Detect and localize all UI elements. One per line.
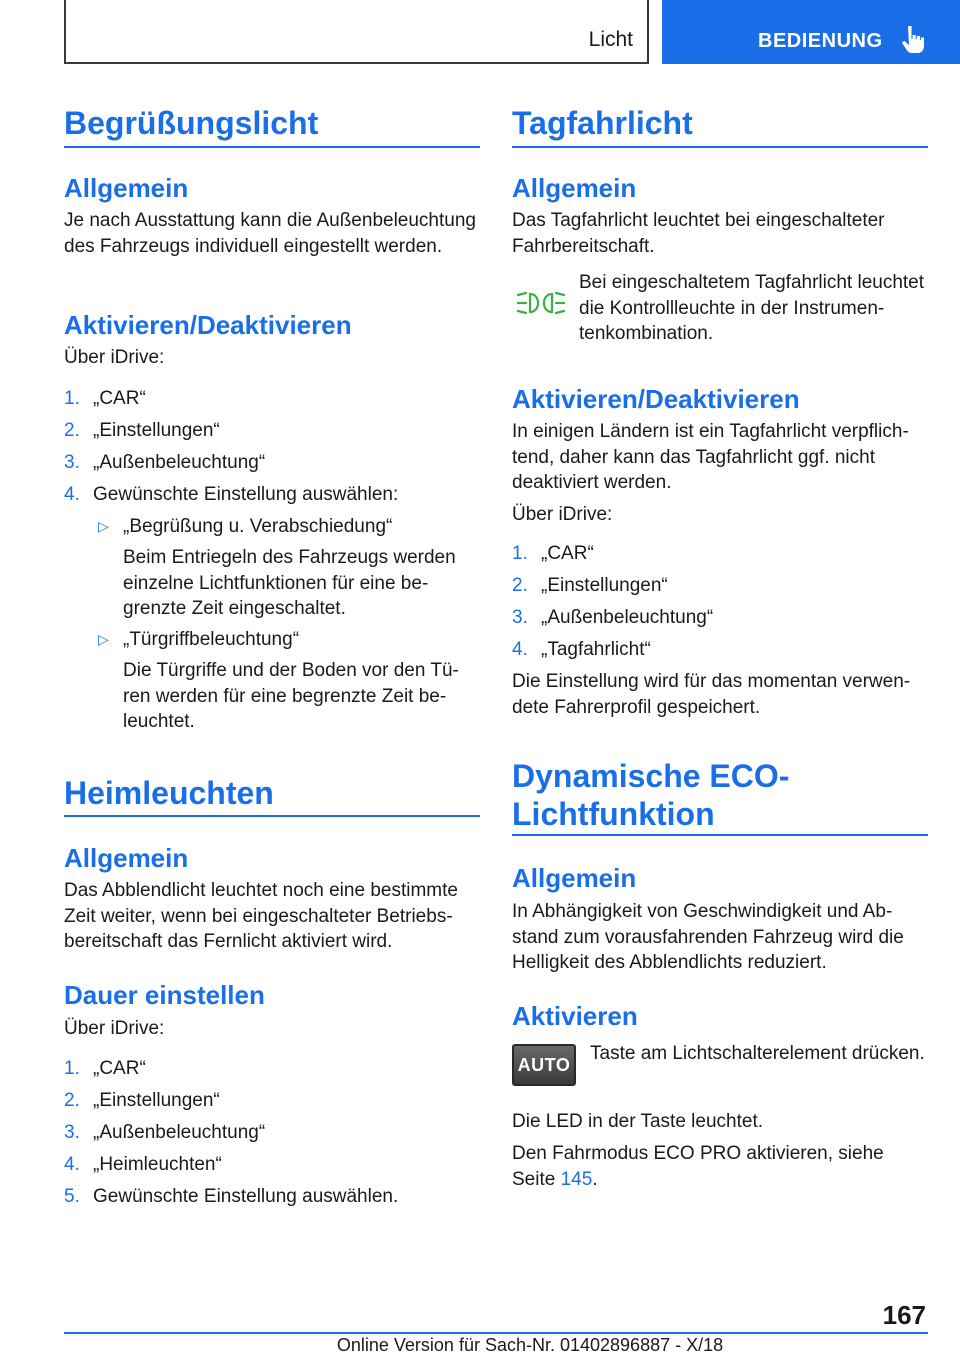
list-number: 2. bbox=[512, 575, 528, 596]
header-section-box bbox=[64, 0, 649, 64]
heading-rule bbox=[512, 146, 928, 148]
sub-item-title: „Türgriffbeleuchtung“ bbox=[123, 629, 300, 650]
paragraph: Bei eingeschaltetem Tagfahrlicht leuchtet die Kontrollleuchte in der Instrumentenkombination. bbox=[579, 272, 925, 344]
triangle-bullet-icon: ▷ bbox=[98, 631, 109, 647]
heading-begruessungslicht: Begrüßungslicht bbox=[64, 105, 319, 141]
list-text: „Außenbeleuchtung“ bbox=[93, 452, 266, 473]
page-number: 167 bbox=[882, 1300, 926, 1330]
list-number: 3. bbox=[64, 452, 80, 473]
sub-item-text: Beim Entriegeln des Fahrzeugs werden einzelne Lichtfunktionen für eine begrenzte Zeit eingeschaltet. bbox=[123, 547, 456, 619]
paragraph-text: Den Fahrmodus ECO PRO aktivieren, siehe Seite bbox=[512, 1143, 884, 1190]
header-section-title: Licht bbox=[588, 28, 633, 51]
list-number: 3. bbox=[64, 1122, 80, 1143]
paragraph: Über iDrive: bbox=[512, 504, 613, 525]
list-text: „Einstellungen“ bbox=[93, 420, 220, 441]
heading-allgemein: Allgemein bbox=[64, 173, 189, 203]
list-number: 1. bbox=[512, 543, 528, 564]
header-chapter-tab[interactable] bbox=[662, 0, 960, 64]
heading-allgemein: Allgemein bbox=[64, 843, 189, 873]
paragraph: Je nach Ausstattung kann die Außenbeleuchtung des Fahrzeugs individuell eingestellt werden. bbox=[64, 210, 476, 257]
list-number: 3. bbox=[512, 607, 528, 628]
paragraph bbox=[512, 1141, 928, 1192]
list-number: 2. bbox=[64, 1090, 80, 1111]
heading-tagfahrlicht: Tagfahrlicht bbox=[512, 105, 693, 141]
list-number: 1. bbox=[64, 1058, 80, 1079]
heading-heimleuchten: Heimleuchten bbox=[64, 775, 274, 811]
footer-text: Online Version für Sach-Nr. 01402896887 - X/18 bbox=[336, 1335, 724, 1355]
paragraph: In einigen Ländern ist ein Tagfahrlicht verpflichtend, daher kann das Tagfahrlicht ggf. nicht deaktiviert werden. bbox=[512, 421, 909, 493]
heading-aktivieren: Aktivieren bbox=[512, 1001, 638, 1031]
heading-lichtfunktion: Lichtfunktion bbox=[512, 796, 715, 832]
paragraph: Über iDrive: bbox=[64, 347, 165, 368]
list-number: 2. bbox=[64, 420, 80, 441]
heading-dynamische-eco: Dynamische ECO- bbox=[512, 758, 790, 794]
heading-allgemein: Allgemein bbox=[512, 173, 637, 203]
list-number: 4. bbox=[512, 639, 528, 660]
heading-allgemein: Allgemein bbox=[512, 863, 637, 893]
list-text: Gewünschte Einstellung auswählen. bbox=[93, 1186, 399, 1207]
footer-rule bbox=[64, 1332, 928, 1334]
paragraph: Das Abblendlicht leuchtet noch eine bestimmte Zeit weiter, wenn bei eingeschalteter Betriebsbereitschaft das Fernlicht aktiviert wird. bbox=[64, 880, 458, 952]
list-text: „Tagfahrlicht“ bbox=[541, 639, 651, 660]
heading-rule bbox=[512, 834, 928, 836]
list-number: 4. bbox=[64, 1154, 80, 1175]
sub-item-text: Die Türgriffe und der Boden vor den Türen werden für eine begrenzte Zeit beleuchtet. bbox=[123, 660, 459, 732]
list-number: 5. bbox=[64, 1186, 80, 1207]
paragraph: In Abhängigkeit von Geschwindigkeit und Abstand zum vorausfahrenden Fahrzeug wird die Helligkeit des Abblendlichts reduziert. bbox=[512, 901, 904, 973]
auto-button-label: AUTO bbox=[517, 1054, 571, 1075]
heading-rule bbox=[64, 146, 480, 148]
list-text: „Heimleuchten“ bbox=[93, 1154, 222, 1175]
list-text: „Außenbeleuchtung“ bbox=[93, 1122, 266, 1143]
list-text: „CAR“ bbox=[93, 388, 146, 409]
heading-aktivieren-deaktivieren: Aktivieren/Deaktivieren bbox=[512, 384, 800, 414]
sub-item-title: „Begrüßung u. Verabschiedung“ bbox=[123, 516, 393, 537]
list-text: „CAR“ bbox=[541, 543, 594, 564]
paragraph-text: . bbox=[592, 1168, 598, 1190]
paragraph: Das Tagfahrlicht leuchtet bei eingeschalteter Fahrbereitschaft. bbox=[512, 210, 885, 257]
heading-rule bbox=[64, 815, 480, 817]
header-chapter-title: BEDIENUNG bbox=[758, 30, 883, 52]
auto-button-icon bbox=[512, 1044, 576, 1086]
paragraph: Über iDrive: bbox=[64, 1018, 165, 1039]
paragraph: Taste am Lichtschalterelement drücken. bbox=[590, 1043, 925, 1064]
list-text: „Einstellungen“ bbox=[93, 1090, 220, 1111]
list-number: 1. bbox=[64, 388, 80, 409]
heading-aktivieren-deaktivieren: Aktivieren/Deaktivieren bbox=[64, 310, 352, 340]
list-text: Gewünschte Einstellung auswählen: bbox=[93, 484, 399, 505]
paragraph: Die Einstellung wird für das momentan verwendete Fahrerprofil gespeichert. bbox=[512, 671, 911, 718]
list-text: „Außenbeleuchtung“ bbox=[541, 607, 714, 628]
triangle-bullet-icon: ▷ bbox=[98, 518, 109, 534]
daytime-running-light-icon bbox=[516, 290, 566, 316]
pointing-hand-icon bbox=[898, 24, 928, 56]
page-link[interactable]: 145 bbox=[560, 1168, 593, 1190]
list-text: „Einstellungen“ bbox=[541, 575, 668, 596]
list-text: „CAR“ bbox=[93, 1058, 146, 1079]
paragraph: Die LED in der Taste leuchtet. bbox=[512, 1111, 764, 1132]
list-number: 4. bbox=[64, 484, 80, 505]
heading-dauer-einstellen: Dauer einstellen bbox=[64, 980, 265, 1010]
